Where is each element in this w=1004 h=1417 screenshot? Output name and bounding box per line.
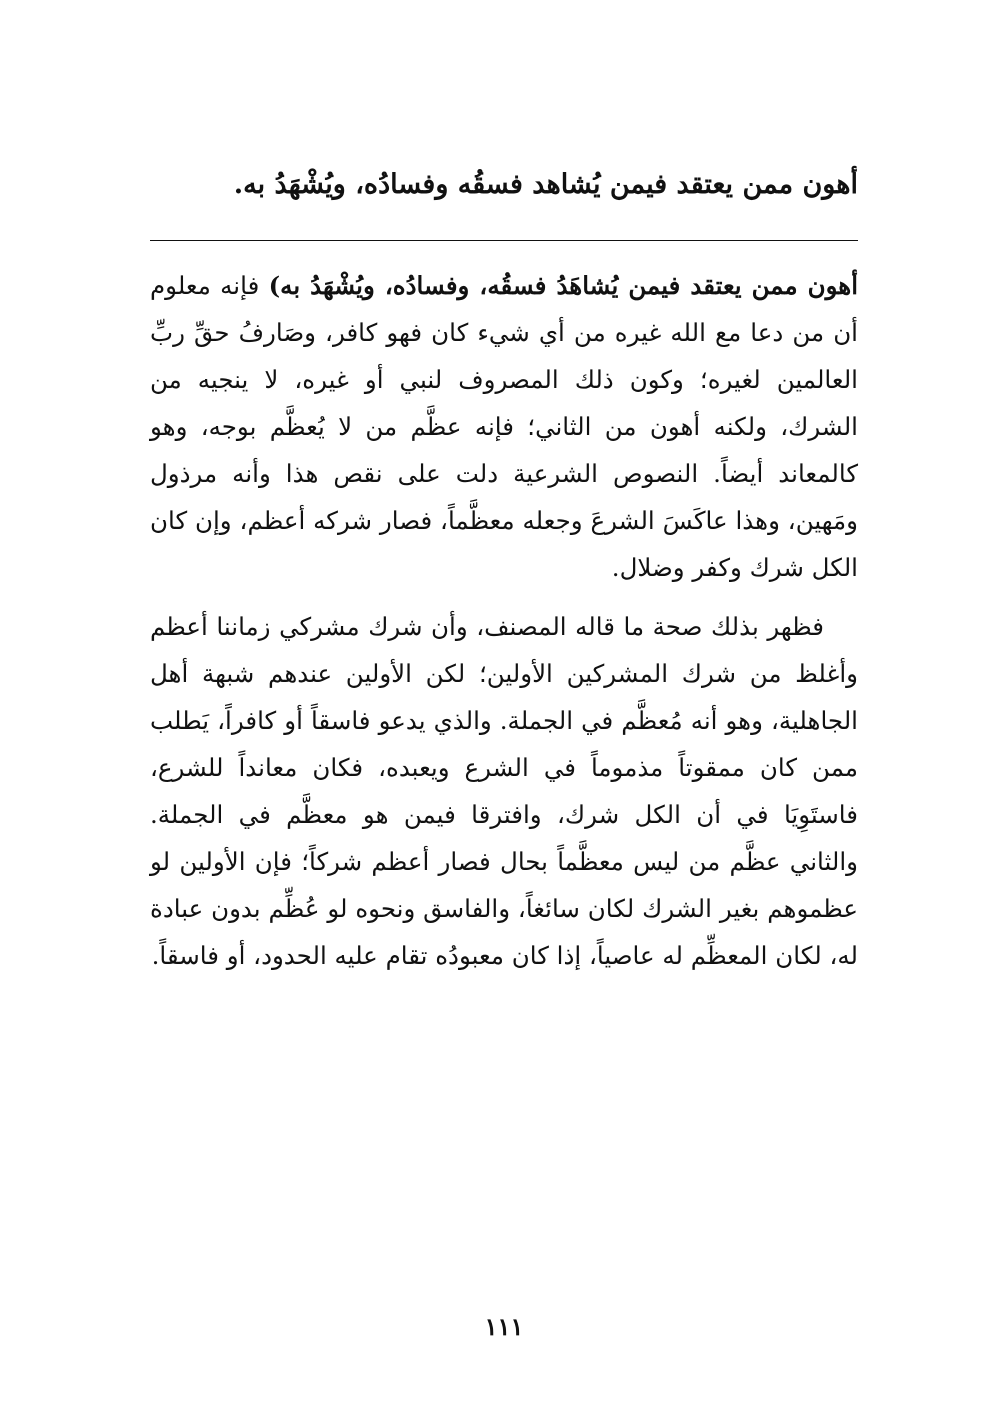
paragraph-commentary-text: فإنه معلوم أن من دعا مع الله غيره من أي شيء كان فهو كافر، وصَارفُ حقِّ ربِّ العالمين لغيره؛ وكون ذلك المصروف لنبي أو غيره، لا ينجيه من الشرك، ولكنه أهون من الثاني؛ فإنه عظَّم من لا يُعظَّم بوجه، وهو كالمعاند أيضاً. النصوص الشرعية دلت على نقص هذا وأنه مرذول ومَهين، وهذا عاكَسَ الشرعَ وجعله معظَّماً، فصار شركه أعظم، وإن كان الكل شرك وكفر وضلال. bbox=[150, 271, 858, 582]
page-number: ١١١ bbox=[484, 1312, 524, 1341]
paragraph-commentary bbox=[150, 262, 858, 591]
heading-divider bbox=[150, 240, 858, 241]
quoted-matn: أهون ممن يعتقد فيمن يُشاهَدُ فسقُه، وفسادُه، ويُشْهَدُ به) bbox=[268, 271, 858, 300]
page-heading: أهون ممن يعتقد فيمن يُشاهد فسقُه وفسادُه، ويُشْهَدُ به. bbox=[233, 169, 858, 200]
body-text bbox=[150, 262, 858, 979]
paragraph-conclusion: فظهر بذلك صحة ما قاله المصنف، وأن شرك مشركي زماننا أعظم وأغلظ من شرك المشركين الأولين؛ لكن الأولين عندهم شبهة أهل الجاهلية، وهو أنه مُعظَّم في الجملة. والذي يدعو فاسقاً أو كافراً، يَطلب ممن كان ممقوتاً مذموماً في الشرع ويعبده، فكان معانداً للشرع، فاستَوِيَا في أن الكل شرك، وافترقا فيمن هو معظَّم في الجملة. والثاني عظَّم من ليس معظَّماً بحال فصار أعظم شركاً؛ فإن الأولين لو عظموهم بغير الشرك لكان سائغاً، والفاسق ونحوه لو عُظِّم بدون عبادة له، لكان المعظِّم له عاصياً، إذا كان معبودُه تقام عليه الحدود، أو فاسقاً. bbox=[150, 612, 858, 970]
book-page bbox=[150, 0, 858, 1417]
